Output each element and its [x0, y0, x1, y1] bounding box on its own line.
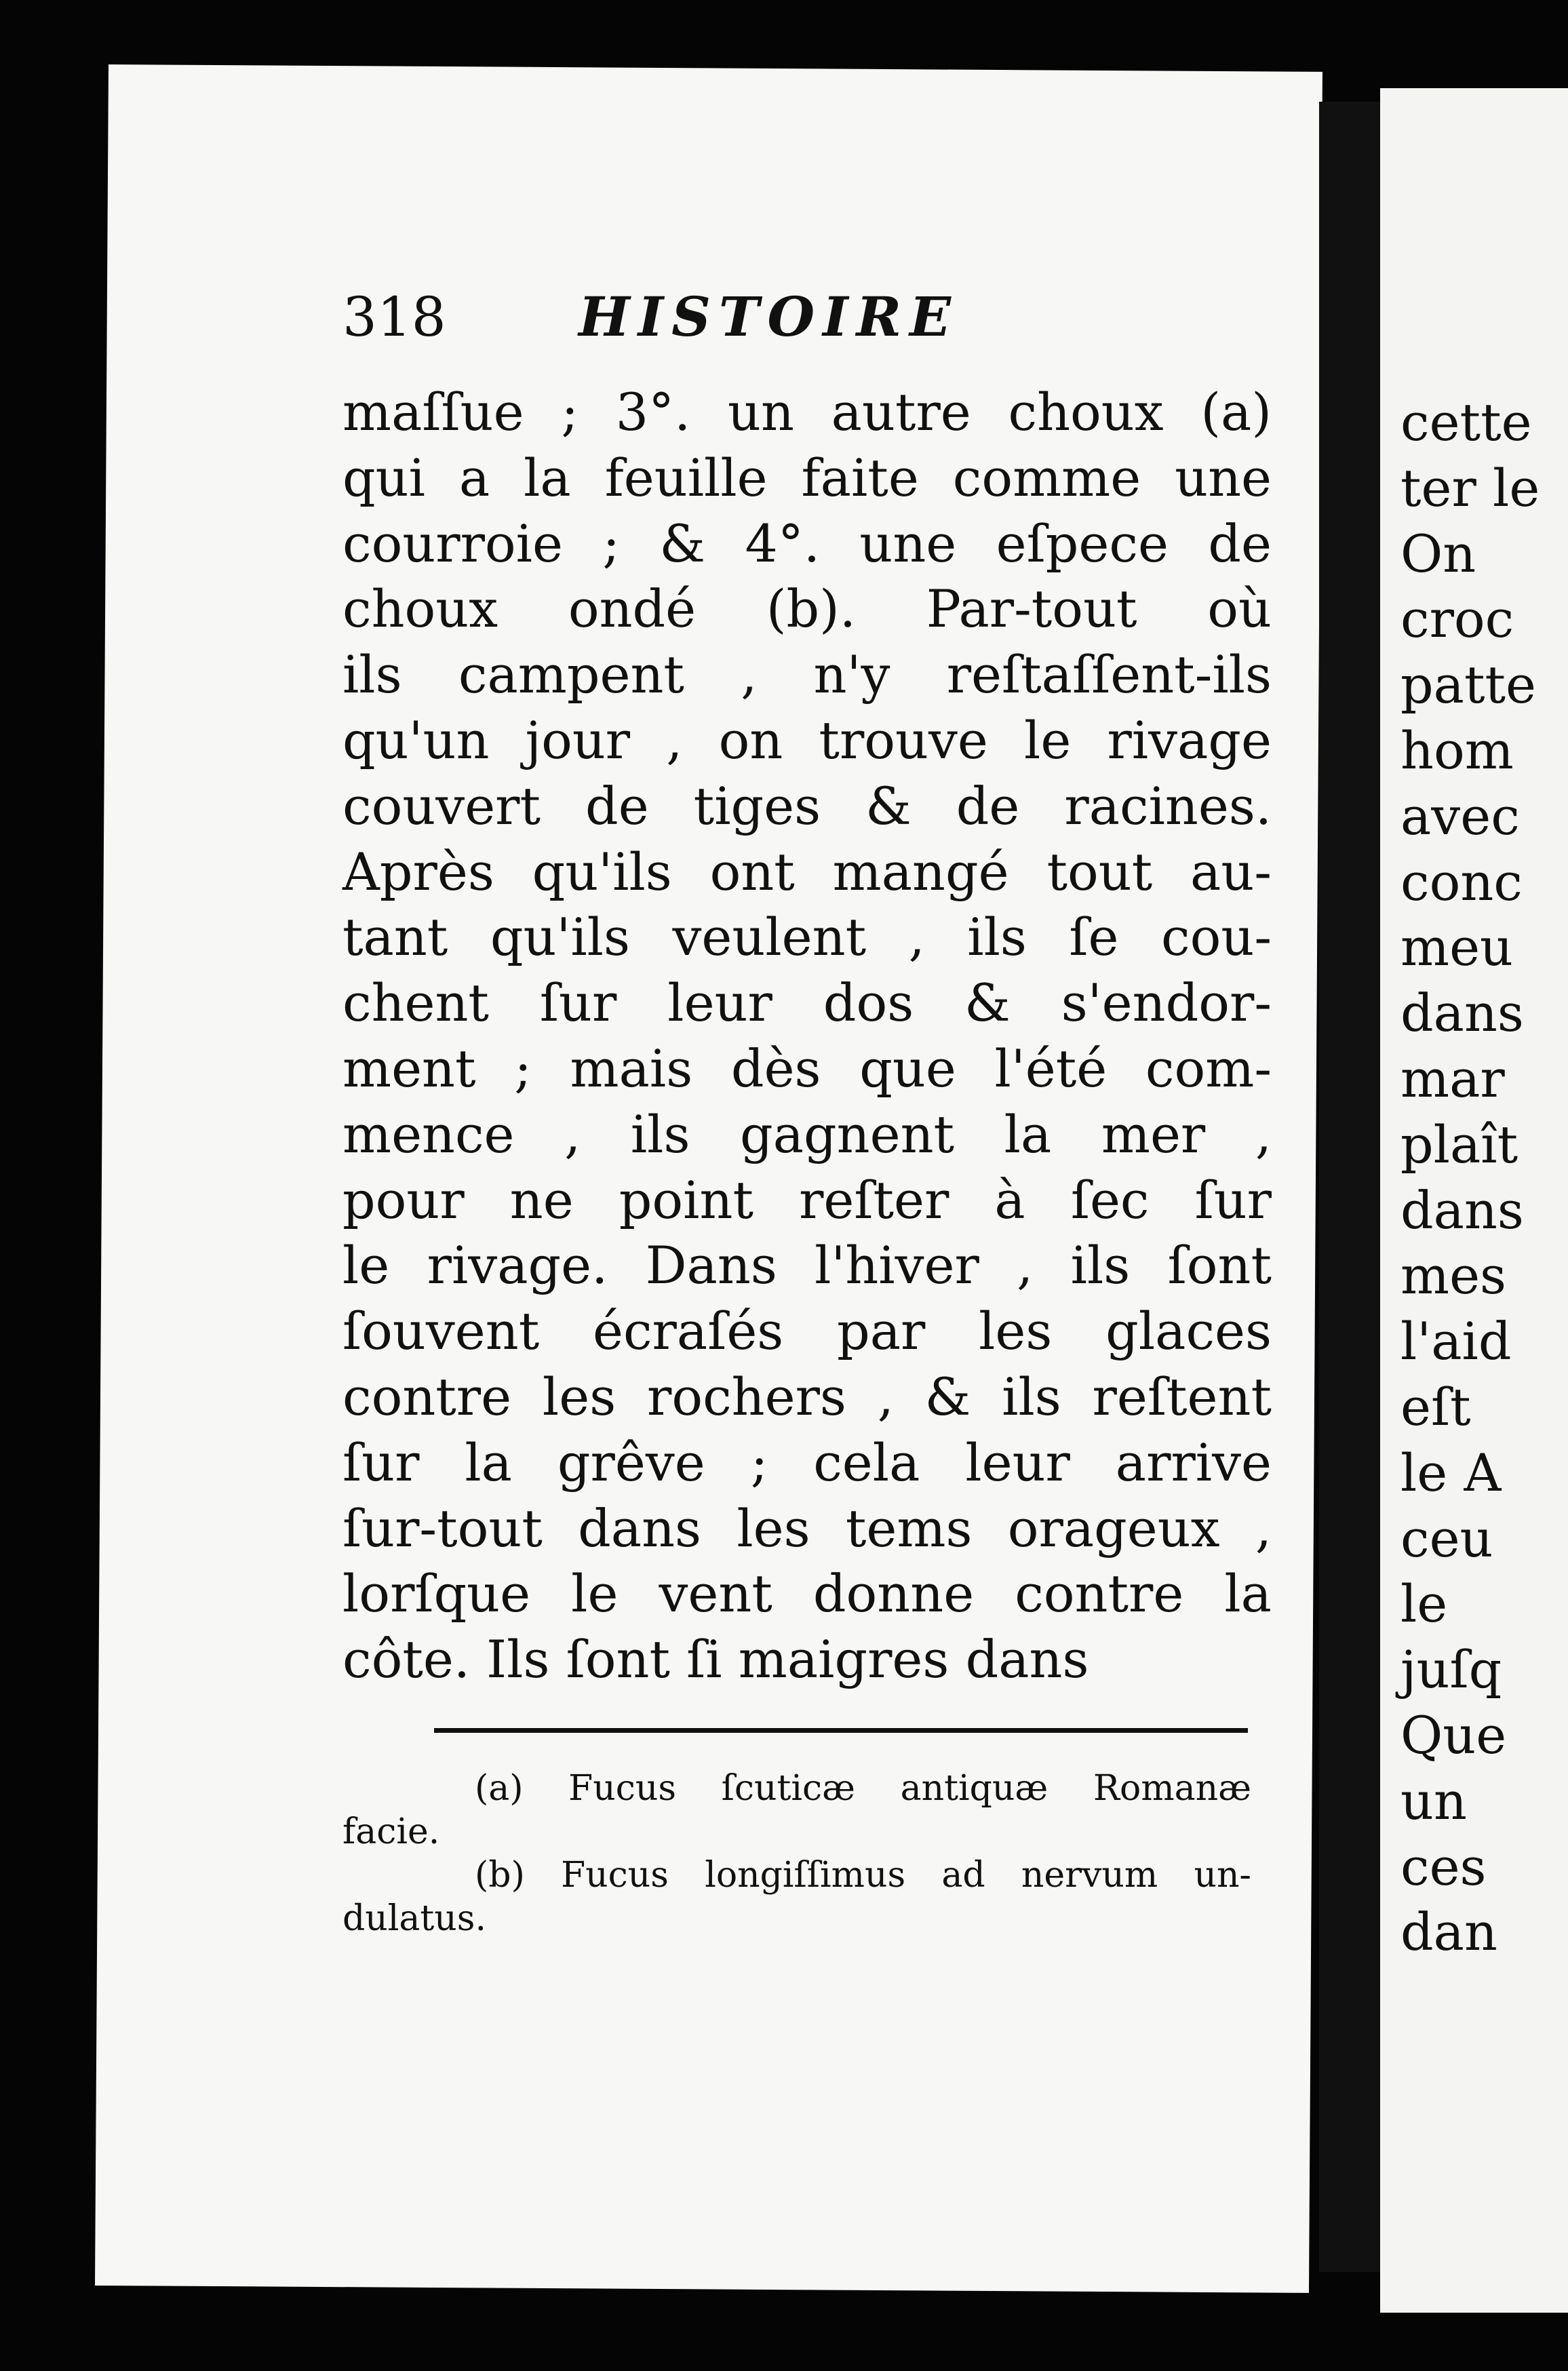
right-text-line: ter le	[1400, 457, 1540, 518]
text-line: courroie ; & 4°. une eſpece de	[342, 513, 1272, 574]
text-line: pour ne point reſter à ſec ſur	[342, 1169, 1272, 1230]
text-line: ment ; mais dès que l'été com-	[342, 1038, 1272, 1099]
right-text-line: dans	[1400, 983, 1524, 1044]
right-text-line: croc	[1400, 589, 1514, 650]
text-line: tant qu'ils veulent , ils ſe cou-	[342, 907, 1272, 968]
right-text-line: juſq	[1400, 1639, 1502, 1700]
running-title: HISTOIRE	[579, 285, 960, 349]
text-line: mence , ils gagnent la mer ,	[342, 1103, 1272, 1164]
right-text-line: eſt	[1400, 1376, 1471, 1437]
body-text	[342, 380, 1272, 1693]
text-line: ils campent , n'y reſtaſſent-ils	[342, 644, 1272, 705]
footnote-b-continuation: dulatus.	[342, 1898, 487, 1939]
page-number: 318	[342, 286, 446, 349]
text-line: Après qu'ils ont mangé tout au-	[342, 841, 1272, 902]
text-line: qui a la feuille faite comme une	[342, 447, 1272, 508]
text-line: ſouvent écraſés par les glaces	[342, 1301, 1272, 1362]
right-text-line: Que	[1400, 1704, 1507, 1765]
footnote-a-continuation: facie.	[342, 1811, 440, 1852]
right-text-line: On	[1400, 523, 1476, 584]
right-text-line: le A	[1400, 1442, 1502, 1503]
footnote-a: (a) Fucus ſcuticæ antiquæ Romanæ	[475, 1768, 1251, 1809]
right-text-line: ces	[1400, 1836, 1487, 1897]
text-line: côte. Ils ſont ſi maigres dans	[342, 1629, 1089, 1690]
right-text-line: cette	[1400, 392, 1532, 452]
text-line: choux ondé (b). Par-tout où	[342, 579, 1272, 640]
text-line: qu'un jour , on trouve le rivage	[342, 709, 1272, 770]
right-page-text	[1400, 390, 1540, 1965]
text-line: lorſque le vent donne contre la	[342, 1563, 1272, 1624]
right-text-line: dan	[1400, 1902, 1497, 1963]
right-text-line: dans	[1400, 1179, 1524, 1240]
right-text-line: meu	[1400, 917, 1513, 978]
footnote-rule	[434, 1728, 1248, 1733]
right-text-line: un	[1400, 1770, 1467, 1831]
right-text-line: avec	[1400, 785, 1520, 846]
right-page	[1380, 88, 1568, 2313]
right-text-line: le	[1400, 1573, 1448, 1634]
footnotes	[342, 1767, 1251, 1940]
text-line: ſur-tout dans les tems orageux ,	[342, 1497, 1272, 1559]
right-text-line: l'aid	[1400, 1311, 1512, 1372]
right-text-line: mes	[1400, 1245, 1507, 1306]
right-text-line: mar	[1400, 1048, 1505, 1109]
right-text-line: hom	[1400, 720, 1514, 781]
text-line: ſur la grêve ; cela leur arrive	[342, 1432, 1272, 1493]
text-line: maſſue ; 3°. un autre choux (a)	[342, 382, 1272, 442]
book-gutter	[1319, 102, 1380, 2272]
footnote-b: (b) Fucus longiſſimus ad nervum un-	[475, 1855, 1251, 1896]
text-line: le rivage. Dans l'hiver , ils ſont	[342, 1235, 1272, 1296]
right-text-line: plaît	[1400, 1114, 1518, 1175]
right-text-line: patte	[1400, 654, 1537, 716]
text-line: chent ſur leur dos & s'endor-	[342, 973, 1272, 1034]
page-header	[342, 285, 959, 349]
right-text-line: conc	[1400, 851, 1523, 912]
text-line: couvert de tiges & de racines.	[342, 775, 1272, 836]
text-line: contre les rochers , & ils reſtent	[342, 1366, 1272, 1427]
right-text-line: ceu	[1400, 1508, 1493, 1569]
